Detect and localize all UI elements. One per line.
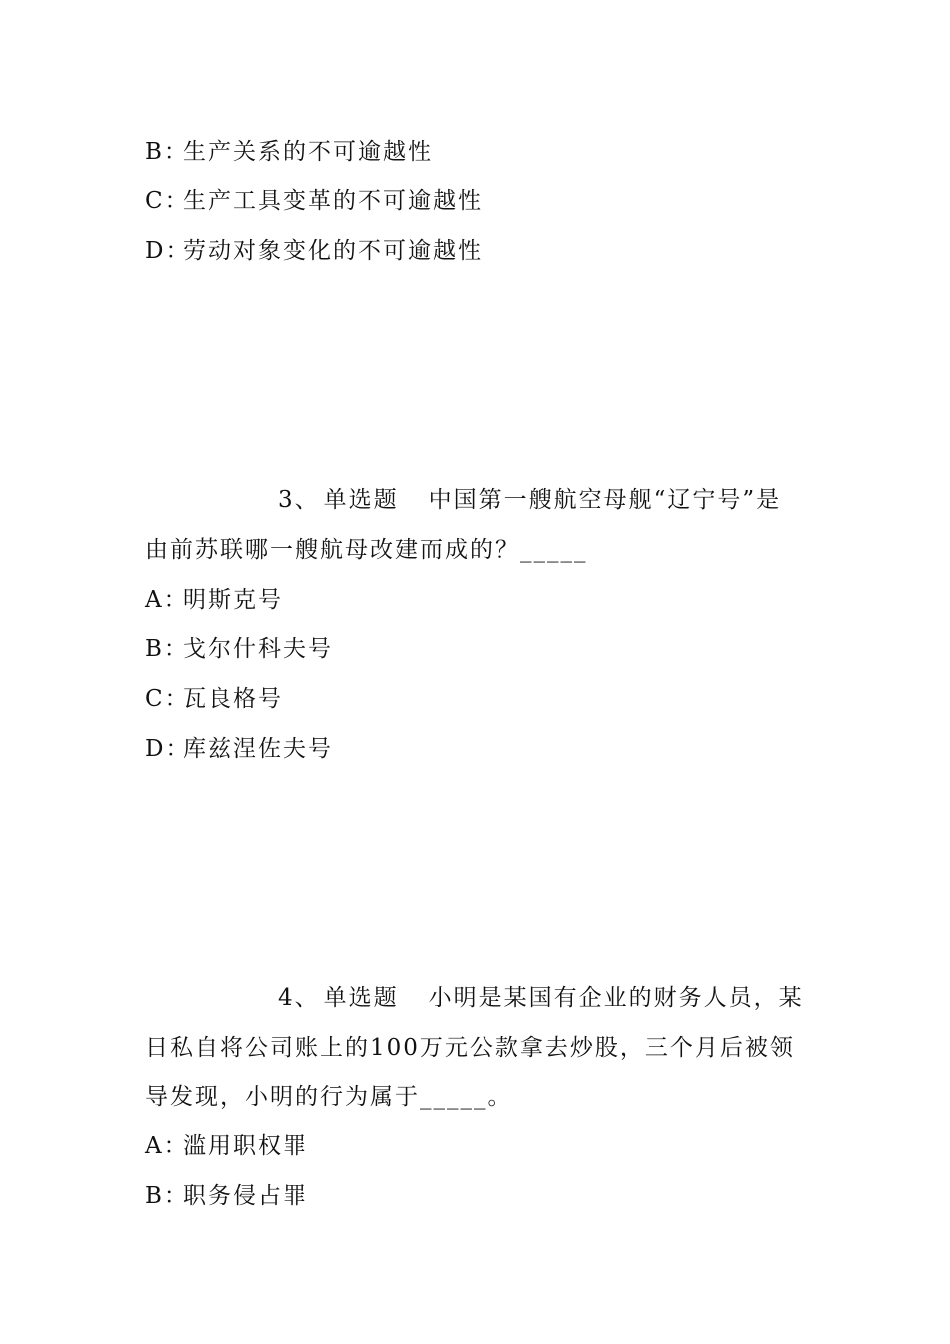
option-b bbox=[145, 137, 433, 167]
option-c bbox=[145, 684, 283, 714]
question-4-stem-line-2: 日私自将公司账上的100万元公款拿去炒股，三个月后被领 bbox=[145, 1035, 795, 1061]
question-type: 单选题 bbox=[323, 985, 399, 1011]
question-stem: 中国第一艘航空母舰“辽宁号”是 bbox=[428, 487, 782, 513]
option-text: 戈尔什科夫号 bbox=[183, 636, 333, 662]
option-key: A： bbox=[145, 587, 189, 613]
option-key: A： bbox=[145, 1133, 189, 1159]
option-key: B： bbox=[145, 139, 189, 165]
option-key: B： bbox=[145, 1183, 189, 1209]
option-text: 瓦良格号 bbox=[183, 686, 283, 712]
option-d bbox=[145, 734, 333, 764]
option-text: 滥用职权罪 bbox=[183, 1133, 308, 1159]
question-3-stem-line-1 bbox=[278, 485, 781, 515]
option-text: 生产工具变革的不可逾越性 bbox=[183, 188, 483, 214]
option-text: 劳动对象变化的不可逾越性 bbox=[183, 238, 483, 264]
question-stem: 小明是某国有企业的财务人员，某 bbox=[428, 985, 804, 1011]
option-text: 明斯克号 bbox=[183, 587, 283, 613]
option-key: C： bbox=[145, 686, 190, 712]
question-number: 4、 bbox=[278, 985, 320, 1011]
option-c bbox=[145, 186, 483, 216]
option-d bbox=[145, 236, 483, 266]
option-key: B： bbox=[145, 636, 189, 662]
option-a bbox=[145, 585, 283, 615]
option-key: C： bbox=[145, 188, 190, 214]
option-text: 生产关系的不可逾越性 bbox=[183, 139, 433, 165]
option-text: 库兹涅佐夫号 bbox=[183, 736, 333, 762]
option-key: D： bbox=[145, 238, 191, 264]
question-number: 3、 bbox=[278, 487, 320, 513]
question-4-stem-line-3: 导发现，小明的行为属于_____。 bbox=[145, 1084, 513, 1110]
question-3-stem-line-2: 由前苏联哪一艘航母改建而成的？_____ bbox=[145, 537, 588, 563]
option-b bbox=[145, 1181, 308, 1211]
question-type: 单选题 bbox=[323, 487, 399, 513]
question-4-stem-line-1 bbox=[278, 983, 804, 1013]
option-a bbox=[145, 1131, 308, 1161]
option-b bbox=[145, 634, 333, 664]
option-key: D： bbox=[145, 736, 191, 762]
option-text: 职务侵占罪 bbox=[183, 1183, 308, 1209]
